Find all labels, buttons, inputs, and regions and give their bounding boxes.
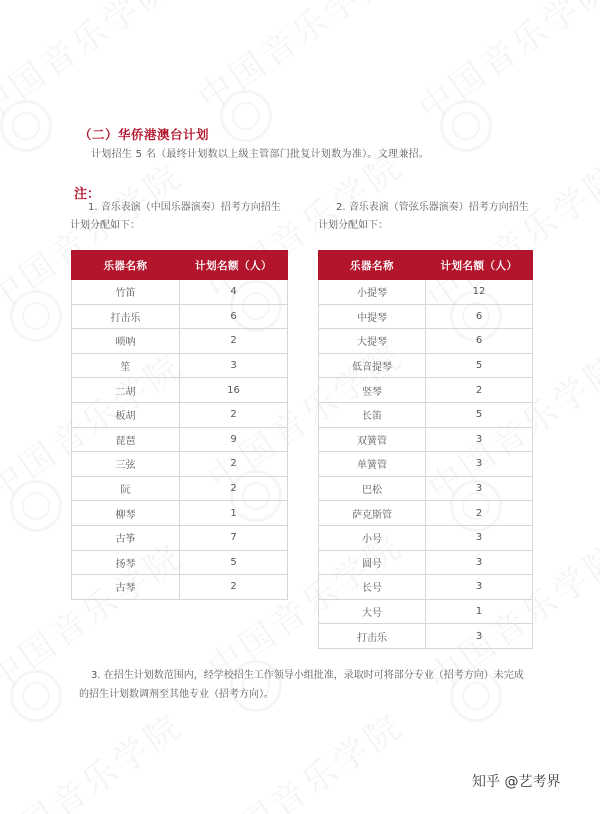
- quota-cell: 16: [180, 378, 288, 403]
- quota-cell: 2: [180, 329, 288, 354]
- table-row: [319, 599, 533, 624]
- table-row: [72, 501, 288, 526]
- watermark-text: [407, 0, 600, 130]
- quota-cell: 1: [180, 501, 288, 526]
- instrument-name-cell: 巴松: [319, 476, 426, 501]
- quota-cell: 6: [426, 304, 533, 329]
- instrument-name-cell: 小号: [319, 525, 426, 550]
- instrument-name-cell: 琵琶: [72, 427, 180, 452]
- watermark-text: [197, 699, 412, 814]
- table-row: [72, 452, 288, 477]
- table-row: [72, 304, 288, 329]
- table-row: [319, 378, 533, 403]
- instrument-name-cell: 板胡: [72, 402, 180, 427]
- quota-cell: 2: [426, 501, 533, 526]
- quota-cell: 5: [426, 353, 533, 378]
- quota-cell: 2: [180, 575, 288, 600]
- quota-cell: 12: [426, 280, 533, 305]
- instrument-name-cell: 古筝: [72, 525, 180, 550]
- instrument-name-cell: 打击乐: [72, 304, 180, 329]
- watermark-text: [0, 0, 181, 130]
- table-row: [319, 353, 533, 378]
- instrument-name-cell: 大号: [319, 599, 426, 624]
- quota-cell: 2: [180, 452, 288, 477]
- header-quota: 计划名额（人）: [180, 251, 288, 280]
- quota-cell: 5: [180, 550, 288, 575]
- watermark-text: [187, 0, 402, 120]
- table-row: [319, 575, 533, 600]
- right-intro-line1: 2. 音乐表演（管弦乐器演奏）招考方向招生: [336, 202, 529, 213]
- table-row: [319, 550, 533, 575]
- table-row: [319, 280, 533, 305]
- instrument-name-cell: 笙: [72, 353, 180, 378]
- section-title: （二）华侨港澳台计划: [79, 127, 210, 142]
- table-row: [72, 280, 288, 305]
- quota-cell: 9: [180, 427, 288, 452]
- quota-cell: 1: [426, 599, 533, 624]
- table-header-row: [319, 251, 533, 280]
- watermark-seal-icon: [220, 90, 272, 142]
- table-row: [72, 378, 288, 403]
- plan-note: 计划招生 5 名（最终计划数以上级主管部门批复计划数为准）。文理兼招。: [91, 149, 430, 160]
- table-row: [319, 501, 533, 526]
- quota-cell: 3: [426, 624, 533, 649]
- instrument-name-cell: 扬琴: [72, 550, 180, 575]
- footnote: [79, 667, 539, 704]
- watermark-seal-icon: [440, 100, 492, 152]
- quota-cell: 4: [180, 280, 288, 305]
- instrument-name-cell: 长号: [319, 575, 426, 600]
- instrument-name-cell: 三弦: [72, 452, 180, 477]
- footnote-line2: 的招生计划数调剂至其他专业（招考方向）。: [79, 688, 274, 700]
- watermark-text: [0, 699, 191, 814]
- instrument-name-cell: 打击乐: [319, 624, 426, 649]
- instrument-name-cell: 萨克斯管: [319, 501, 426, 526]
- footnote-line1: 3. 在招生计划数范围内，经学校招生工作领导小组批准，录取时可将部分专业（招考方向）未完成: [91, 670, 524, 681]
- instrument-name-cell: 小提琴: [319, 280, 426, 305]
- quota-cell: 2: [426, 378, 533, 403]
- left-intro: [70, 199, 318, 235]
- instrument-name-cell: 单簧管: [319, 452, 426, 477]
- orchestral-instruments-table: [318, 250, 533, 649]
- quota-cell: 3: [180, 353, 288, 378]
- instrument-name-cell: 竖琴: [319, 378, 426, 403]
- watermark-seal-icon: [10, 670, 62, 722]
- right-intro-line2: 计划分配如下：: [318, 220, 388, 231]
- table-row: [72, 402, 288, 427]
- header-quota: 计划名额（人）: [426, 251, 533, 280]
- table-row: [72, 353, 288, 378]
- table-row: [319, 624, 533, 649]
- instrument-name-cell: 古琴: [72, 575, 180, 600]
- table-row: [319, 452, 533, 477]
- instrument-name-cell: 柳琴: [72, 501, 180, 526]
- instrument-name-cell: 双簧管: [319, 427, 426, 452]
- instrument-name-cell: 大提琴: [319, 329, 426, 354]
- table-row: [319, 304, 533, 329]
- left-intro-line2: 计划分配如下：: [70, 220, 140, 231]
- chinese-instruments-table: [71, 250, 288, 600]
- right-intro: [318, 199, 566, 235]
- quota-cell: 6: [426, 329, 533, 354]
- instrument-name-cell: 长笛: [319, 402, 426, 427]
- quota-cell: 3: [426, 476, 533, 501]
- table-row: [72, 525, 288, 550]
- table-row: [319, 476, 533, 501]
- table-row: [72, 575, 288, 600]
- quota-cell: 3: [426, 575, 533, 600]
- table-row: [72, 329, 288, 354]
- header-instrument: 乐器名称: [72, 251, 180, 280]
- table-row: [72, 550, 288, 575]
- watermark-seal-icon: [10, 480, 62, 532]
- instrument-name-cell: 圆号: [319, 550, 426, 575]
- quota-cell: 2: [180, 476, 288, 501]
- left-intro-line1: 1. 音乐表演（中国乐器演奏）招考方向招生: [88, 202, 281, 213]
- watermark-seal-icon: [0, 100, 52, 152]
- table-header-row: [72, 251, 288, 280]
- quota-cell: 6: [180, 304, 288, 329]
- table-row: [319, 525, 533, 550]
- note-label: 注：: [74, 187, 101, 202]
- instrument-name-cell: 二胡: [72, 378, 180, 403]
- quota-cell: 2: [180, 402, 288, 427]
- header-instrument: 乐器名称: [319, 251, 426, 280]
- quota-cell: 7: [180, 525, 288, 550]
- table-row: [319, 427, 533, 452]
- table-row: [319, 402, 533, 427]
- quota-cell: 5: [426, 402, 533, 427]
- instrument-name-cell: 中提琴: [319, 304, 426, 329]
- instrument-name-cell: 竹笛: [72, 280, 180, 305]
- watermark-seal-icon: [10, 290, 62, 342]
- instrument-name-cell: 唢呐: [72, 329, 180, 354]
- quota-cell: 3: [426, 427, 533, 452]
- credit-watermark: 知乎 @艺考界: [472, 774, 561, 790]
- quota-cell: 3: [426, 550, 533, 575]
- table-row: [72, 427, 288, 452]
- quota-cell: 3: [426, 452, 533, 477]
- instrument-name-cell: 低音提琴: [319, 353, 426, 378]
- instrument-name-cell: 阮: [72, 476, 180, 501]
- quota-cell: 3: [426, 525, 533, 550]
- table-row: [72, 476, 288, 501]
- table-row: [319, 329, 533, 354]
